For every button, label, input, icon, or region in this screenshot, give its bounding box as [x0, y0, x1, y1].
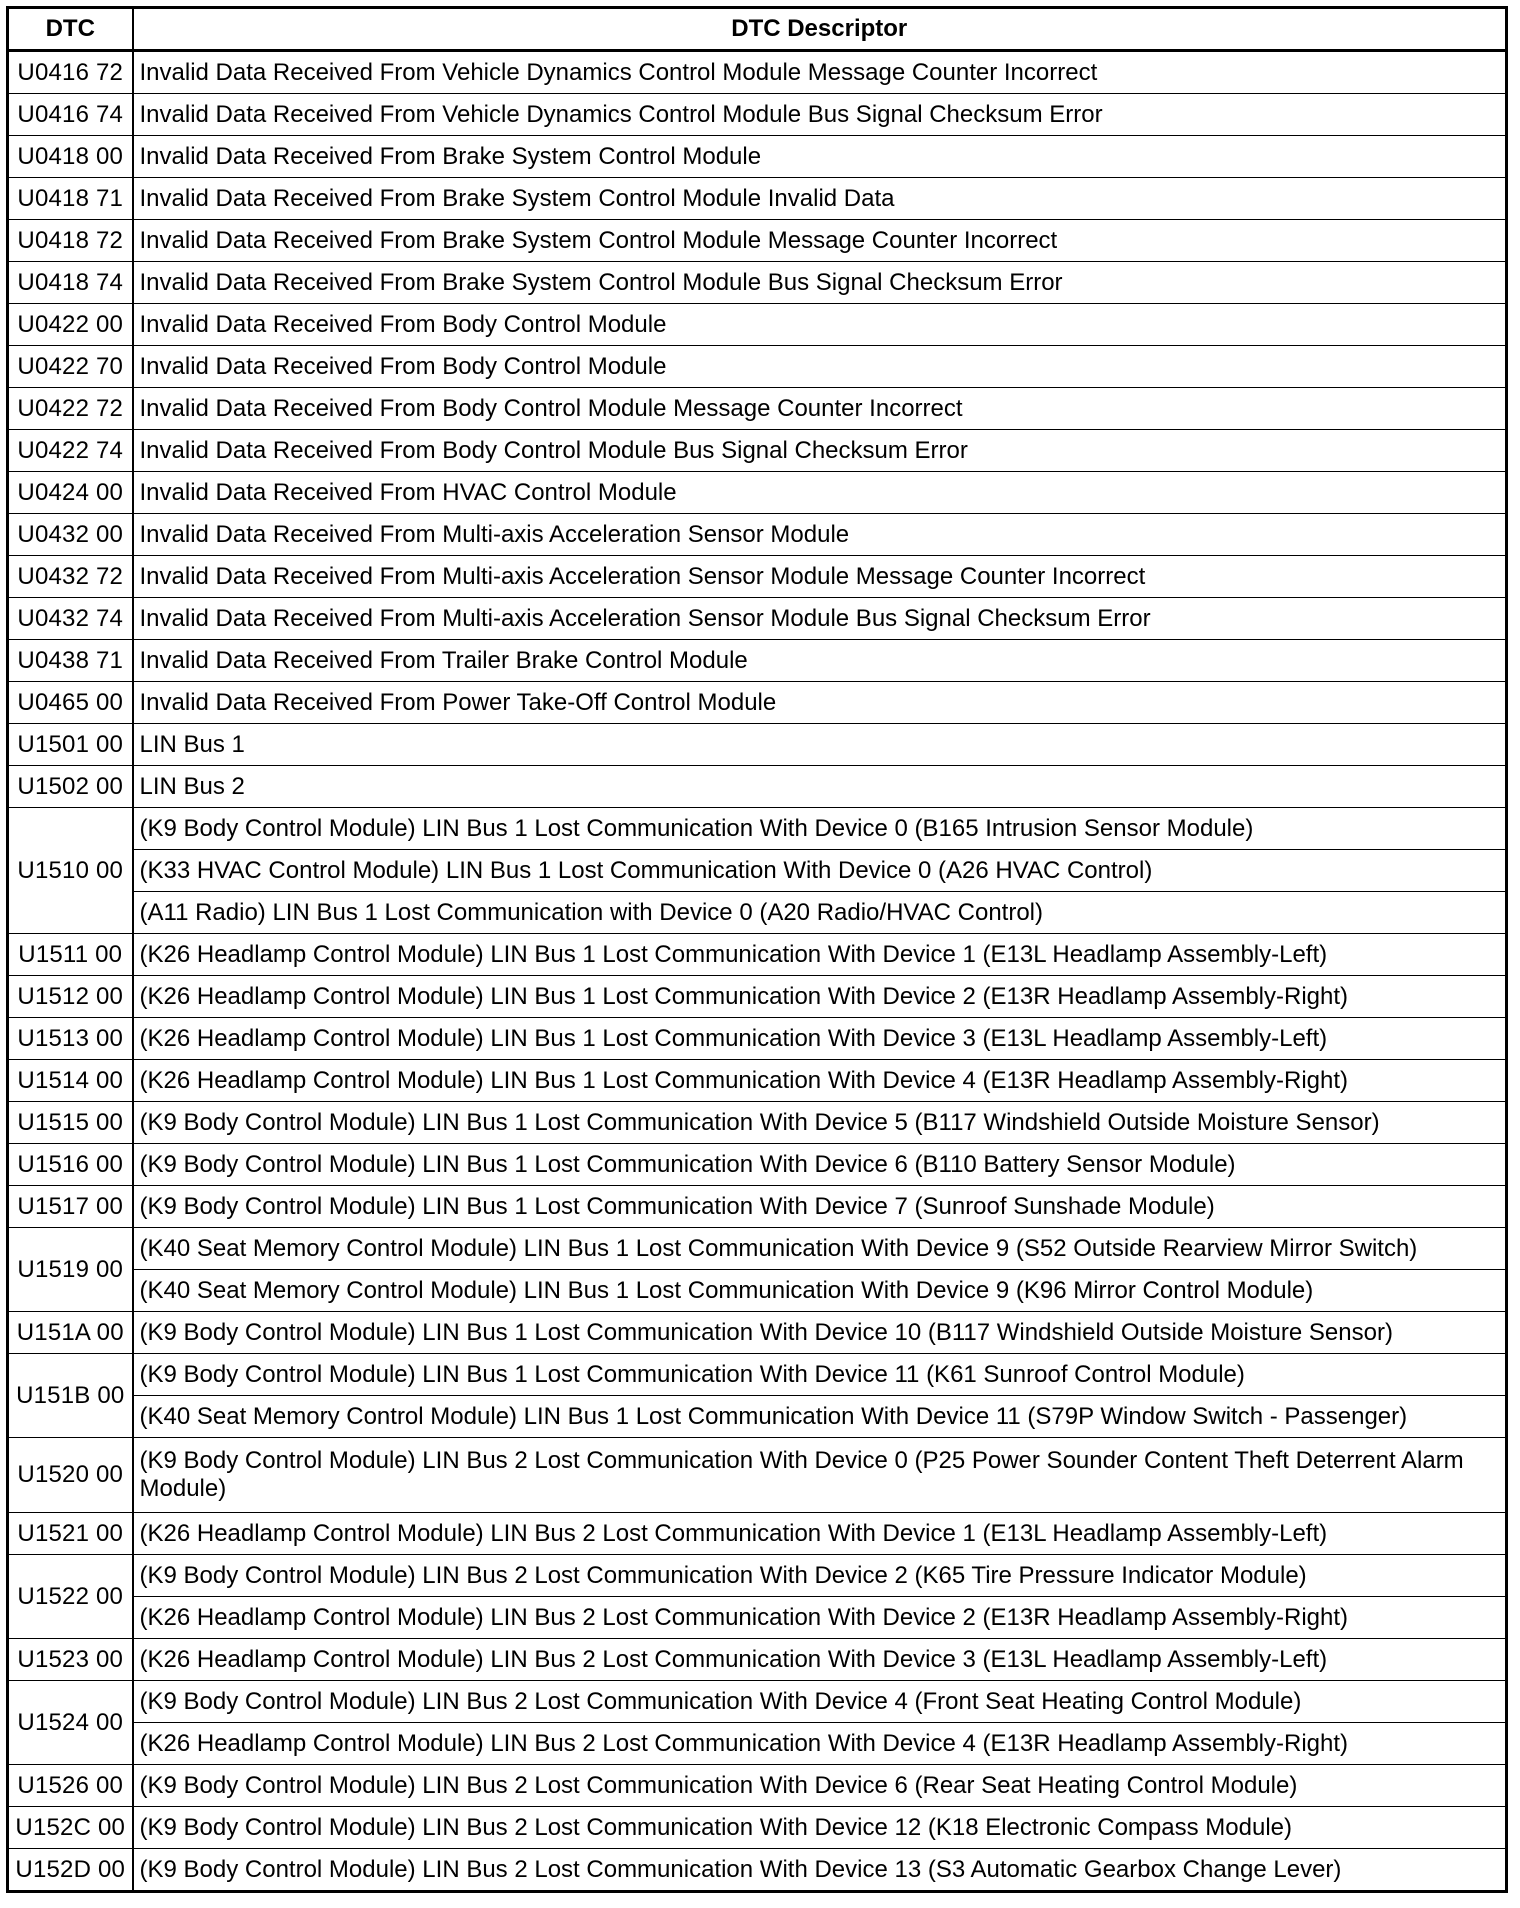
table-row	[8, 850, 1507, 892]
dtc-descriptor-cell: (K40 Seat Memory Control Module) LIN Bus 1 Lost Communication With Device 9 (K96 Mirror Control Module)	[133, 1270, 1507, 1312]
dtc-descriptor-cell: Invalid Data Received From Body Control Module Bus Signal Checksum Error	[133, 430, 1507, 472]
table-row	[8, 934, 1507, 976]
dtc-descriptor-cell: (K9 Body Control Module) LIN Bus 1 Lost Communication With Device 0 (B165 Intrusion Sensor Module)	[133, 808, 1507, 850]
dtc-code-cell: U0418 74	[8, 262, 133, 304]
table-row	[8, 262, 1507, 304]
table-row	[8, 51, 1507, 94]
dtc-descriptor-cell: Invalid Data Received From Multi-axis Acceleration Sensor Module Message Counter Incorrect	[133, 556, 1507, 598]
dtc-descriptor-cell: Invalid Data Received From Trailer Brake Control Module	[133, 640, 1507, 682]
table-row	[8, 766, 1507, 808]
table-row	[8, 976, 1507, 1018]
dtc-descriptor-cell: Invalid Data Received From HVAC Control Module	[133, 472, 1507, 514]
dtc-descriptor-cell: Invalid Data Received From Vehicle Dynamics Control Module Message Counter Incorrect	[133, 51, 1507, 94]
table-row	[8, 1765, 1507, 1807]
dtc-code-cell: U0422 72	[8, 388, 133, 430]
table-body	[8, 51, 1507, 1892]
dtc-code-cell: U1517 00	[8, 1186, 133, 1228]
dtc-code-cell: U1523 00	[8, 1639, 133, 1681]
dtc-table	[6, 6, 1508, 1893]
table-row	[8, 1186, 1507, 1228]
dtc-code-cell: U1513 00	[8, 1018, 133, 1060]
dtc-descriptor-cell: (K9 Body Control Module) LIN Bus 2 Lost Communication With Device 6 (Rear Seat Heating Control Module)	[133, 1765, 1507, 1807]
dtc-descriptor-cell: (K26 Headlamp Control Module) LIN Bus 1 Lost Communication With Device 1 (E13L Headlamp Assembly-Left)	[133, 934, 1507, 976]
dtc-code-cell: U1524 00	[8, 1681, 133, 1765]
dtc-descriptor-cell: (K26 Headlamp Control Module) LIN Bus 2 Lost Communication With Device 1 (E13L Headlamp Assembly-Left)	[133, 1513, 1507, 1555]
dtc-descriptor-cell: Invalid Data Received From Vehicle Dynamics Control Module Bus Signal Checksum Error	[133, 94, 1507, 136]
dtc-code-cell: U0432 00	[8, 514, 133, 556]
table-row	[8, 1513, 1507, 1555]
dtc-code-cell: U0424 00	[8, 472, 133, 514]
dtc-descriptor-cell: Invalid Data Received From Body Control Module	[133, 346, 1507, 388]
table-row	[8, 514, 1507, 556]
dtc-descriptor-cell: (A11 Radio) LIN Bus 1 Lost Communication with Device 0 (A20 Radio/HVAC Control)	[133, 892, 1507, 934]
table-row	[8, 1438, 1507, 1513]
dtc-descriptor-cell: (K9 Body Control Module) LIN Bus 2 Lost Communication With Device 4 (Front Seat Heating Control Module)	[133, 1681, 1507, 1723]
dtc-descriptor-cell: Invalid Data Received From Multi-axis Acceleration Sensor Module	[133, 514, 1507, 556]
dtc-descriptor-cell: (K9 Body Control Module) LIN Bus 1 Lost Communication With Device 11 (K61 Sunroof Control Module)	[133, 1354, 1507, 1396]
table-row	[8, 598, 1507, 640]
table-row	[8, 1681, 1507, 1723]
table-row	[8, 1807, 1507, 1849]
dtc-code-cell: U0422 70	[8, 346, 133, 388]
dtc-descriptor-cell: (K9 Body Control Module) LIN Bus 2 Lost Communication With Device 2 (K65 Tire Pressure Indicator Module)	[133, 1555, 1507, 1597]
table-row	[8, 1228, 1507, 1270]
table-row	[8, 724, 1507, 766]
dtc-code-cell: U1502 00	[8, 766, 133, 808]
dtc-code-cell: U1511 00	[8, 934, 133, 976]
dtc-descriptor-cell: (K26 Headlamp Control Module) LIN Bus 2 Lost Communication With Device 3 (E13L Headlamp Assembly-Left)	[133, 1639, 1507, 1681]
dtc-code-cell: U0418 72	[8, 220, 133, 262]
table-row	[8, 892, 1507, 934]
header-dtc: DTC	[8, 8, 133, 51]
dtc-code-cell: U152C 00	[8, 1807, 133, 1849]
dtc-descriptor-cell: Invalid Data Received From Brake System Control Module Invalid Data	[133, 178, 1507, 220]
dtc-code-cell: U0416 72	[8, 51, 133, 94]
dtc-descriptor-cell: (K9 Body Control Module) LIN Bus 1 Lost Communication With Device 6 (B110 Battery Sensor Module)	[133, 1144, 1507, 1186]
table-row	[8, 556, 1507, 598]
table-row	[8, 304, 1507, 346]
dtc-descriptor-cell: (K9 Body Control Module) LIN Bus 1 Lost Communication With Device 7 (Sunroof Sunshade Module)	[133, 1186, 1507, 1228]
dtc-code-cell: U1526 00	[8, 1765, 133, 1807]
dtc-code-cell: U151B 00	[8, 1354, 133, 1438]
table-row	[8, 1597, 1507, 1639]
dtc-code-cell: U152D 00	[8, 1849, 133, 1892]
dtc-code-cell: U1522 00	[8, 1555, 133, 1639]
table-header	[8, 8, 1507, 51]
dtc-code-cell: U0432 74	[8, 598, 133, 640]
dtc-code-cell: U0438 71	[8, 640, 133, 682]
dtc-code-cell: U1521 00	[8, 1513, 133, 1555]
dtc-code-cell: U0416 74	[8, 94, 133, 136]
table-row	[8, 1723, 1507, 1765]
dtc-code-cell: U1512 00	[8, 976, 133, 1018]
table-row	[8, 1102, 1507, 1144]
dtc-descriptor-cell: (K9 Body Control Module) LIN Bus 1 Lost Communication With Device 10 (B117 Windshield Outside Moisture Sensor)	[133, 1312, 1507, 1354]
table-row	[8, 682, 1507, 724]
table-row	[8, 220, 1507, 262]
table-row	[8, 1849, 1507, 1892]
dtc-descriptor-cell: (K26 Headlamp Control Module) LIN Bus 1 Lost Communication With Device 4 (E13R Headlamp Assembly-Right)	[133, 1060, 1507, 1102]
table-row	[8, 1312, 1507, 1354]
dtc-descriptor-cell: Invalid Data Received From Brake System Control Module Bus Signal Checksum Error	[133, 262, 1507, 304]
dtc-code-cell: U1510 00	[8, 808, 133, 934]
dtc-descriptor-cell: (K9 Body Control Module) LIN Bus 2 Lost Communication With Device 13 (S3 Automatic Gearbox Change Lever)	[133, 1849, 1507, 1892]
dtc-code-cell: U0422 00	[8, 304, 133, 346]
table-row	[8, 1018, 1507, 1060]
dtc-descriptor-cell: Invalid Data Received From Body Control Module Message Counter Incorrect	[133, 388, 1507, 430]
dtc-descriptor-cell: (K26 Headlamp Control Module) LIN Bus 2 Lost Communication With Device 4 (E13R Headlamp Assembly-Right)	[133, 1723, 1507, 1765]
dtc-code-cell: U0465 00	[8, 682, 133, 724]
dtc-code-cell: U0418 00	[8, 136, 133, 178]
dtc-descriptor-cell: (K26 Headlamp Control Module) LIN Bus 2 Lost Communication With Device 2 (E13R Headlamp Assembly-Right)	[133, 1597, 1507, 1639]
table-row	[8, 388, 1507, 430]
dtc-descriptor-cell: LIN Bus 1	[133, 724, 1507, 766]
dtc-code-cell: U1501 00	[8, 724, 133, 766]
table-row	[8, 640, 1507, 682]
dtc-descriptor-cell: Invalid Data Received From Brake System Control Module	[133, 136, 1507, 178]
dtc-code-cell: U0418 71	[8, 178, 133, 220]
table-row	[8, 94, 1507, 136]
table-row	[8, 472, 1507, 514]
dtc-descriptor-cell: (K26 Headlamp Control Module) LIN Bus 1 Lost Communication With Device 2 (E13R Headlamp Assembly-Right)	[133, 976, 1507, 1018]
table-row	[8, 346, 1507, 388]
dtc-descriptor-cell: (K40 Seat Memory Control Module) LIN Bus 1 Lost Communication With Device 11 (S79P Window Switch - Passenger)	[133, 1396, 1507, 1438]
table-row	[8, 430, 1507, 472]
dtc-code-cell: U151A 00	[8, 1312, 133, 1354]
table-row	[8, 178, 1507, 220]
dtc-code-cell: U0422 74	[8, 430, 133, 472]
table-row	[8, 1555, 1507, 1597]
dtc-code-cell: U1520 00	[8, 1438, 133, 1513]
dtc-code-cell: U1514 00	[8, 1060, 133, 1102]
header-row	[8, 8, 1507, 51]
dtc-descriptor-cell: (K9 Body Control Module) LIN Bus 2 Lost Communication With Device 0 (P25 Power Sounder Content Theft Deterrent Alarm Module)	[133, 1438, 1507, 1513]
table-row	[8, 1144, 1507, 1186]
dtc-code-cell: U0432 72	[8, 556, 133, 598]
dtc-descriptor-cell: (K26 Headlamp Control Module) LIN Bus 1 Lost Communication With Device 3 (E13L Headlamp Assembly-Left)	[133, 1018, 1507, 1060]
dtc-descriptor-cell: (K40 Seat Memory Control Module) LIN Bus 1 Lost Communication With Device 9 (S52 Outside Rearview Mirror Switch)	[133, 1228, 1507, 1270]
dtc-code-cell: U1516 00	[8, 1144, 133, 1186]
table-row	[8, 808, 1507, 850]
dtc-descriptor-cell: (K33 HVAC Control Module) LIN Bus 1 Lost Communication With Device 0 (A26 HVAC Control)	[133, 850, 1507, 892]
dtc-descriptor-cell: Invalid Data Received From Power Take-Off Control Module	[133, 682, 1507, 724]
dtc-descriptor-cell: Invalid Data Received From Brake System Control Module Message Counter Incorrect	[133, 220, 1507, 262]
table-row	[8, 136, 1507, 178]
dtc-descriptor-cell: LIN Bus 2	[133, 766, 1507, 808]
dtc-descriptor-cell: (K9 Body Control Module) LIN Bus 2 Lost Communication With Device 12 (K18 Electronic Compass Module)	[133, 1807, 1507, 1849]
table-row	[8, 1639, 1507, 1681]
table-row	[8, 1354, 1507, 1396]
table-row	[8, 1396, 1507, 1438]
dtc-descriptor-cell: (K9 Body Control Module) LIN Bus 1 Lost Communication With Device 5 (B117 Windshield Outside Moisture Sensor)	[133, 1102, 1507, 1144]
table-row	[8, 1270, 1507, 1312]
table-row	[8, 1060, 1507, 1102]
header-dtc-descriptor: DTC Descriptor	[133, 8, 1507, 51]
dtc-code-cell: U1519 00	[8, 1228, 133, 1312]
dtc-descriptor-cell: Invalid Data Received From Body Control Module	[133, 304, 1507, 346]
dtc-descriptor-cell: Invalid Data Received From Multi-axis Acceleration Sensor Module Bus Signal Checksum Error	[133, 598, 1507, 640]
dtc-code-cell: U1515 00	[8, 1102, 133, 1144]
